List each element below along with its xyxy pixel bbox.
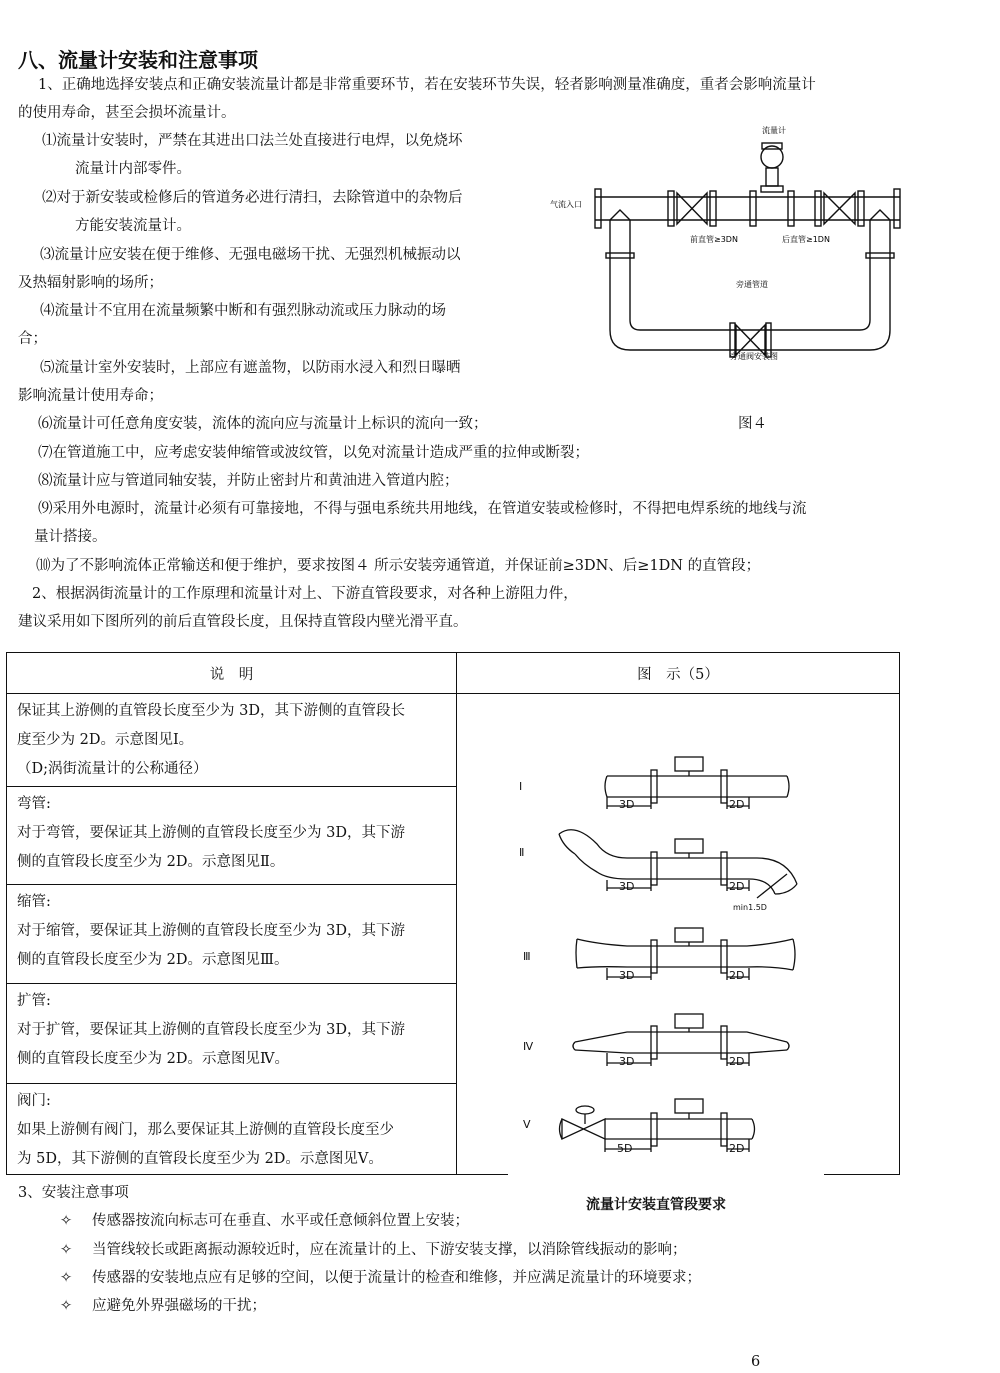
diagram-2-note: min1.5D (733, 903, 767, 912)
diagram-4-up: 3D (619, 1055, 635, 1068)
fig4-front-label: 前直管≥3DN (690, 235, 738, 244)
item-10: ⑽为了不影响流体正常输送和便于维护，要求按图４ 所示安装旁通管道，并保证前≥3DN、后≥1DN 的直管段； (36, 558, 761, 574)
row-3-line-1: 缩管: (17, 894, 51, 910)
item-4-line-1: ⑷流量计不宜用在流量频繁中断和有强烈脉动流或压力脉动的场 (40, 303, 446, 319)
item-7: ⑺在管道施工中，应考虑安装伸缩管或波纹管，以免对流量计造成严重的拉伸或断裂； (38, 445, 589, 461)
diagram-3-up: 3D (619, 969, 635, 982)
paragraph-2-line-1: 2、根据涡街流量计的工作原理和流量计对上、下游直管段要求，对各种上游阻力件， (32, 586, 578, 602)
row-1-line-1: 保证其上游侧的直管段长度至少为 3D，其下游侧的直管段长 (17, 703, 405, 719)
section-title: 八、流量计安装和注意事项 (18, 48, 258, 72)
bullet-item-2: 当管线较长或距离振动源较近时，应在流量计的上、下游安装支撑，以消除管线振动的影响； (92, 1242, 687, 1258)
item-2-line-2: 方能安装流量计。 (75, 218, 191, 234)
bullet-icon: ✧ (60, 1298, 73, 1314)
figure-5-caption: 流量计安装直管段要求 (586, 1197, 726, 1213)
item-4-line-2: 合； (18, 331, 47, 347)
section-3-title: 3、安装注意事项 (18, 1185, 129, 1201)
fig4-bypass-valve-label: 旁通阀安装图 (730, 352, 778, 361)
diagram-3-roman: Ⅲ (523, 950, 531, 963)
row-5-line-2: 如果上游侧有阀门，那么要保证其上游侧的直管段长度至少 (17, 1122, 394, 1138)
fig4-meter-label: 流量计 (762, 126, 786, 135)
page-number: 6 (751, 1354, 761, 1370)
row-5-line-3: 为 5D，其下游侧的直管段长度至少为 2D。示意图见Ⅴ。 (17, 1151, 383, 1167)
diagram-4-down: 2D (729, 1055, 745, 1068)
bullet-item-4: 应避免外界强磁场的干扰； (92, 1298, 266, 1314)
item-2-line-1: ⑵对于新安装或检修后的管道务必进行清扫，去除管道中的杂物后 (42, 190, 463, 206)
bullet-icon: ✧ (60, 1270, 73, 1286)
item-6: ⑹流量计可任意角度安装，流体的流向应与流量计上标识的流向一致； (38, 416, 488, 432)
table-row (7, 885, 457, 984)
bullet-item-3: 传感器的安装地点应有足够的空间，以便于流量计的检查和维修，并应满足流量计的环境要求； (92, 1270, 701, 1286)
row-4-line-1: 扩管: (17, 993, 51, 1009)
fig4-inlet-label: 气流入口 (550, 200, 582, 209)
item-5-line-2: 影响流量计使用寿命； (18, 388, 163, 404)
table-row (7, 984, 457, 1084)
diagram-2-down: 2D (729, 880, 745, 893)
row-4-line-3: 侧的直管段长度至少为 2D。示意图见Ⅳ。 (17, 1051, 289, 1067)
table-header-description: 说 明 (7, 653, 457, 694)
diagram-2-up: 3D (619, 880, 635, 893)
diagram-5-down: 2D (729, 1142, 745, 1155)
item-3-line-1: ⑶流量计应安装在便于维修、无强电磁场干扰、无强烈机械振动以 (40, 247, 461, 263)
fig4-bypass-label: 旁通管道 (736, 280, 768, 289)
diagram-2-roman: Ⅱ (519, 846, 525, 859)
bullet-icon: ✧ (60, 1242, 73, 1258)
paragraph-2-line-2: 建议采用如下图所列的前后直管段长度，且保持直管段内壁光滑平直。 (18, 614, 468, 630)
item-5-line-1: ⑸流量计室外安装时，上部应有遮盖物，以防雨水浸入和烈日曝晒 (40, 360, 461, 376)
diagram-5-up: 5D (617, 1142, 633, 1155)
row-2-line-2: 对于弯管，要保证其上游侧的直管段长度至少为 3D，其下游 (17, 825, 405, 841)
table-row (7, 1084, 457, 1175)
bullet-icon: ✧ (60, 1213, 73, 1229)
table-header-figure: 图 示（5） (457, 653, 900, 694)
row-2-line-1: 弯管: (17, 796, 51, 812)
item-9-line-2: 量计搭接。 (34, 529, 107, 545)
table-row (7, 787, 457, 885)
row-4-line-2: 对于扩管，要保证其上游侧的直管段长度至少为 3D，其下游 (17, 1022, 405, 1038)
paragraph-1-line-2: 的使用寿命，甚至会损坏流量计。 (18, 105, 236, 121)
diagram-4-roman: Ⅳ (523, 1040, 534, 1053)
diagram-5-roman: Ⅴ (523, 1118, 531, 1131)
diagram-1-down: 2D (729, 798, 745, 811)
caption-gap (508, 1172, 824, 1182)
row-1-line-2: 度至少为 2D。示意图见Ⅰ。 (17, 732, 194, 748)
diagram-1-roman: Ⅰ (519, 780, 523, 793)
row-3-line-2: 对于缩管，要保证其上游侧的直管段长度至少为 3D，其下游 (17, 923, 405, 939)
fig4-rear-label: 后直管≥1DN (782, 235, 830, 244)
diagram-3-down: 2D (729, 969, 745, 982)
table-figure-cell (457, 694, 900, 1175)
diagram-1-up: 3D (619, 798, 635, 811)
item-1-line-2: 流量计内部零件。 (75, 161, 191, 177)
row-5-line-1: 阀门: (17, 1093, 51, 1109)
figure-4-caption: 图４ (738, 416, 767, 432)
straight-pipe-requirements-table (6, 652, 900, 1175)
item-8: ⑻流量计应与管道同轴安装，并防止密封片和黄油进入管道内腔； (38, 473, 459, 489)
figure-4-bypass-diagram (540, 115, 920, 370)
item-3-line-2: 及热辐射影响的场所； (18, 275, 163, 291)
item-1-line-1: ⑴流量计安装时，严禁在其进出口法兰处直接进行电焊，以免烧坏 (42, 133, 463, 149)
figure-5-diagrams (457, 694, 897, 1174)
item-9-line-1: ⑼采用外电源时，流量计必须有可靠接地，不得与强电系统共用地线，在管道安装或检修时，不得把电焊系统的地线与流 (38, 501, 807, 517)
paragraph-1-line-1: 1、正确地选择安装点和正确安装流量计都是非常重要环节，若在安装环节失误，轻者影响测量准确度，重者会影响流量计 (38, 77, 816, 93)
row-2-line-3: 侧的直管段长度至少为 2D。示意图见Ⅱ。 (17, 854, 285, 870)
bullet-item-1: 传感器按流向标志可在垂直、水平或任意倾斜位置上安装； (92, 1213, 469, 1229)
row-3-line-3: 侧的直管段长度至少为 2D。示意图见Ⅲ。 (17, 952, 289, 968)
table-row (7, 694, 457, 787)
row-1-line-3: （D;涡街流量计的公称通径） (17, 761, 208, 777)
